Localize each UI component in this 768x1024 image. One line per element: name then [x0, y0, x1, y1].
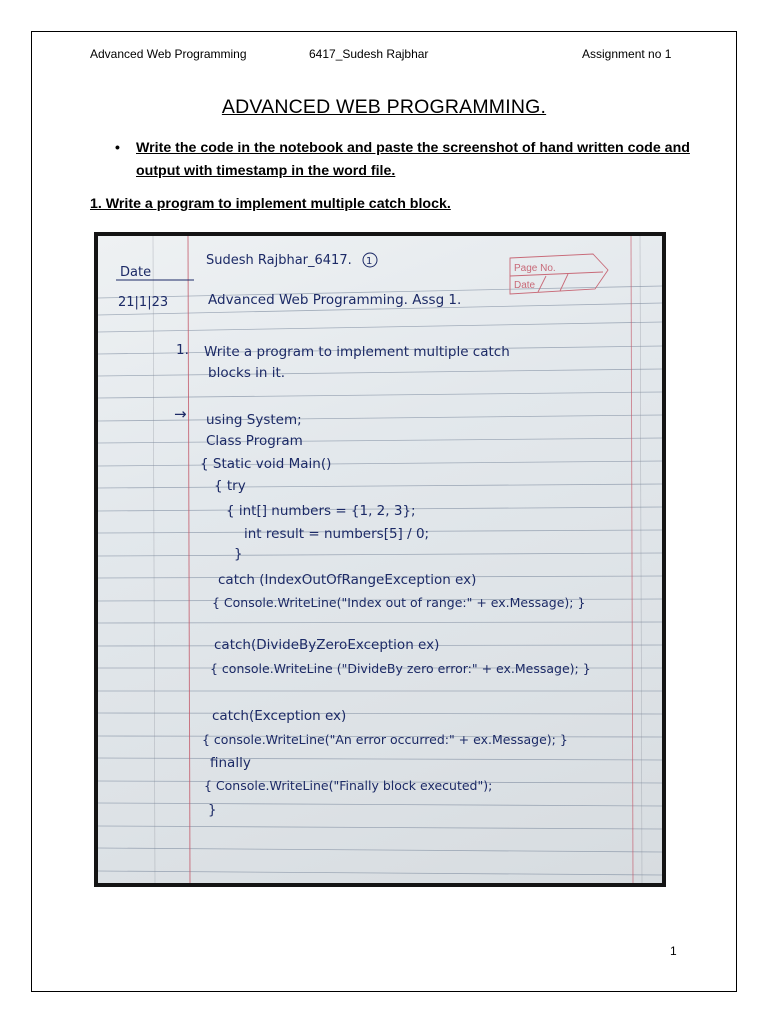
header-course: Advanced Web Programming — [90, 47, 247, 61]
header-student: 6417_Sudesh Rajbhar — [309, 47, 429, 61]
code-line: catch (IndexOutOfRangeException ex) — [218, 572, 477, 588]
assignment-line: Advanced Web Programming. Assg 1. — [208, 292, 462, 308]
notebook-page — [98, 236, 662, 883]
code-line: { try — [214, 478, 246, 494]
margin-line-left — [188, 236, 190, 883]
margin-line-right — [631, 236, 633, 883]
name-line: Sudesh Rajbhar_6417. — [206, 253, 352, 268]
code-line: { int[] numbers = {1, 2, 3}; — [226, 503, 416, 519]
code-line: } — [208, 802, 217, 818]
bullet-icon: • — [115, 139, 120, 155]
arrow-icon: → — [174, 405, 187, 423]
question-heading: 1. Write a program to implement multiple catch block. — [90, 196, 451, 212]
code-line: { Static void Main() — [200, 456, 332, 472]
code-line: Class Program — [206, 433, 303, 449]
stamp-date-label: Date — [514, 280, 536, 291]
notebook-svg — [98, 236, 662, 883]
date-value: 21|1|23 — [118, 295, 169, 310]
handwritten-code — [200, 412, 591, 818]
question-line-1: Write a program to implement multiple catch — [204, 344, 510, 360]
header-assignment: Assignment no 1 — [582, 47, 672, 61]
date-label: Date — [120, 265, 152, 280]
code-line: finally — [210, 755, 251, 771]
question-line-2: blocks in it. — [208, 365, 286, 381]
code-line: using System; — [206, 412, 302, 428]
code-line: { console.WriteLine ("DivideBy zero error:" + ex.Message); } — [210, 661, 591, 676]
instruction-text: Write the code in the notebook and paste the screenshot of hand written code and output with timestamp in the word file. — [136, 140, 690, 179]
code-line: catch(DivideByZeroException ex) — [214, 637, 440, 653]
handwritten-code-photo — [94, 232, 666, 887]
code-line: int result = numbers[5] / 0; — [244, 526, 430, 542]
code-line: { Console.WriteLine("Index out of range:" + ex.Message); } — [212, 595, 586, 610]
code-line: { console.WriteLine("An error occurred:" + ex.Message); } — [202, 732, 568, 747]
code-line: { Console.WriteLine("Finally block executed"); — [204, 778, 493, 793]
stamp-page-label: Page No. — [514, 263, 556, 274]
document-title: ADVANCED WEB PROGRAMMING. — [221, 96, 547, 118]
question-number: 1. — [176, 342, 189, 358]
code-line: } — [234, 546, 243, 562]
page-circle-number: 1 — [366, 256, 373, 267]
code-line: catch(Exception ex) — [212, 708, 347, 724]
page-number: 1 — [670, 944, 677, 958]
